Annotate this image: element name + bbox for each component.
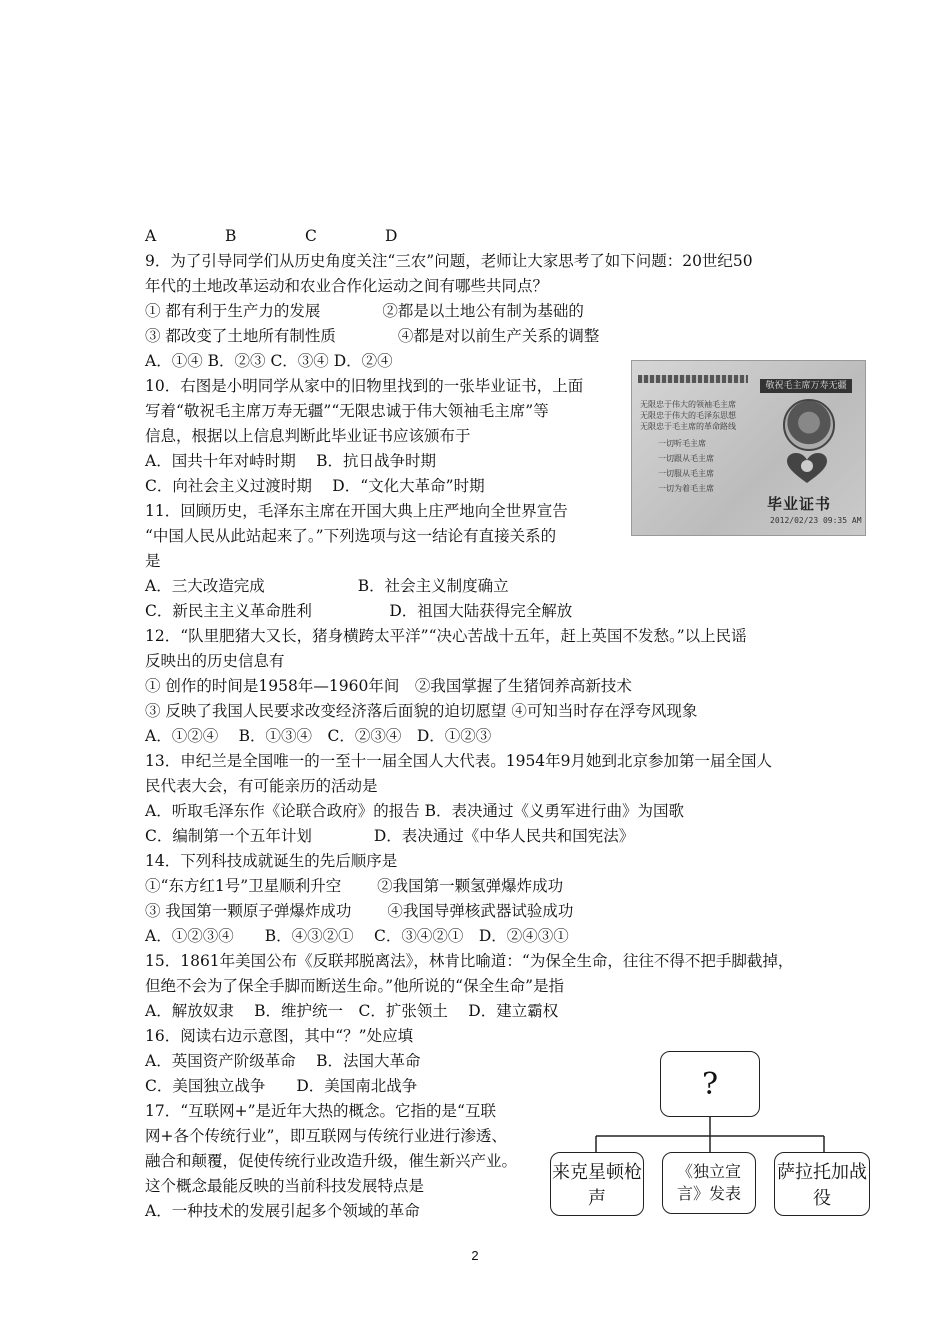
- text-line: A．英国资产阶级革命 B．法国大革命: [145, 1052, 421, 1070]
- certificate-slogan: 一切为着毛主席: [658, 484, 714, 493]
- text-line: ① 都有利于生产力的发展 ②都是以土地公有制为基础的: [145, 302, 584, 320]
- text-line: 12．“队里肥猪大又长，猪身横跨太平洋”“决心苦战十五年，赶上英国不发愁。”以上民谣: [145, 627, 747, 645]
- text-line: ③ 反映了我国人民要求改变经济落后面貌的迫切愿望 ④可知当时存在浮夸风现象: [145, 702, 698, 720]
- text-line: 14．下列科技成就诞生的先后顺序是: [145, 852, 398, 870]
- text-line: 16．阅读右边示意图，其中“？”处应填: [145, 1027, 414, 1045]
- certificate-slogan: 无限忠于伟大的领袖毛主席: [640, 400, 736, 409]
- text-line: 11．回顾历史，毛泽东主席在开国大典上庄严地向全世界宣告: [145, 502, 568, 520]
- graduation-certificate-image: [631, 360, 866, 536]
- diagram-box-lexington: 来克星顿枪声: [550, 1152, 644, 1216]
- text-line: C．向社会主义过渡时期 D．“文化大革命”时期: [145, 477, 485, 495]
- text-line: 写着“敬祝毛主席万寿无疆”“无限忠诚于伟大领袖毛主席”等: [145, 402, 549, 420]
- label-c: C: [305, 227, 317, 245]
- text-line: C．美国独立战争 D．美国南北战争: [145, 1077, 418, 1095]
- text-line: “中国人民从此站起来了。”下列选项与这一结论有直接关系的: [145, 527, 557, 545]
- text-line: 17．“互联网+”是近年大热的概念。它指的是“互联: [145, 1102, 496, 1120]
- text-line: A．一种技术的发展引起多个领域的革命: [145, 1202, 420, 1220]
- text-line: 反映出的历史信息有: [145, 652, 285, 670]
- diagram-box-declaration: 《独立宣言》发表: [662, 1152, 756, 1214]
- heart-emblem-icon: [787, 453, 827, 485]
- text-line: 13．申纪兰是全国唯一的一至十一届全国人大代表。1954年9月她到北京参加第一届全国人: [145, 752, 773, 770]
- text-line: 民代表大会，有可能亲历的活动是: [145, 777, 378, 795]
- text-line: 15．1861年美国公布《反联邦脱离法》，林肯比喻道：“为保全生命，往往不得不把手脚截掉，: [145, 952, 794, 970]
- text-line: C．编制第一个五年计划 D．表决通过《中华人民共和国宪法》: [145, 827, 635, 845]
- text-line: ③ 都改变了土地所有制性质 ④都是对以前生产关系的调整: [145, 327, 600, 345]
- label-a: A: [145, 227, 157, 245]
- text-line: ③ 我国第一颗原子弹爆炸成功 ④我国导弹核武器试验成功: [145, 902, 574, 920]
- certificate-slogan: 一切听毛主席: [658, 439, 706, 448]
- text-line: 9．为了引导同学们从历史角度关注“三农”问题，老师让大家思考了如下问题：20世纪50: [145, 252, 753, 270]
- portrait-icon: [783, 399, 835, 451]
- answer-image-labels: [145, 226, 465, 246]
- diagram-unknown-box: ?: [660, 1051, 760, 1117]
- certificate-slogan: 无限忠于毛主席的革命路线: [640, 422, 736, 431]
- text-line: ① 创作的时间是1958年—1960年间 ②我国掌握了生猪饲养高新技术: [145, 677, 632, 695]
- certificate-slogan: 一切服从毛主席: [658, 469, 714, 478]
- diagram-box-saratoga: 萨拉托加战役: [774, 1152, 870, 1216]
- certificate-slogan: 一切跟从毛主席: [658, 454, 714, 463]
- text-line: 信息，根据以上信息判断此毕业证书应该颁布于: [145, 427, 471, 445]
- text-line: 这个概念最能反映的当前科技发展特点是: [145, 1177, 425, 1195]
- diagram-q16: [548, 1048, 870, 1218]
- text-line: A．三大改造完成 B．社会主义制度确立: [145, 577, 509, 595]
- text-line: A．①④ B．②③ C．③④ D．②④: [145, 352, 393, 370]
- certificate-timestamp: 2012/02/23 09:35 AM: [770, 516, 862, 525]
- page-number: 2: [471, 1248, 479, 1263]
- label-b: B: [225, 227, 237, 245]
- text-line: 10．右图是小明同学从家中的旧物里找到的一张毕业证书，上面: [145, 377, 584, 395]
- text-line: 是: [145, 552, 161, 570]
- certificate-banner: 敬祝毛主席万寿无疆: [760, 379, 852, 393]
- text-line: A．解放奴隶 B．维护统一 C．扩张领土 D．建立霸权: [145, 1002, 559, 1020]
- text-line: 年代的土地改革运动和农业合作化运动之间有哪些共同点？: [145, 277, 549, 295]
- text-line: C．新民主主义革命胜利 D．祖国大陆获得完全解放: [145, 602, 573, 620]
- certificate-title: 毕业证书: [767, 495, 832, 513]
- text-line: 网+各个传统行业”，即互联网与传统行业进行渗透、: [145, 1127, 507, 1145]
- text-line: A．听取毛泽东作《论联合政府》的报告 B．表决通过《义勇军进行曲》为国歌: [145, 802, 685, 820]
- text-line: A．①②④ B．①③④ C．②③④ D．①②③: [145, 727, 492, 745]
- text-line: 但绝不会为了保全手脚而断送生命。”他所说的“保全生命”是指: [145, 977, 565, 995]
- text-line: A．①②③④ B．④③②① C．③④②① D．②④③①: [145, 927, 569, 945]
- text-line: A．国共十年对峙时期 B．抗日战争时期: [145, 452, 437, 470]
- certificate-top-border: [638, 375, 748, 383]
- label-d: D: [385, 227, 398, 245]
- text-line: ①“东方红1号”卫星顺利升空 ②我国第一颗氢弹爆炸成功: [145, 877, 564, 895]
- text-line: 融合和颠覆，促使传统行业改造升级，催生新兴产业。: [145, 1152, 518, 1170]
- certificate-slogans: [640, 399, 755, 494]
- certificate-slogan: 无限忠于伟大的毛泽东思想: [640, 411, 736, 420]
